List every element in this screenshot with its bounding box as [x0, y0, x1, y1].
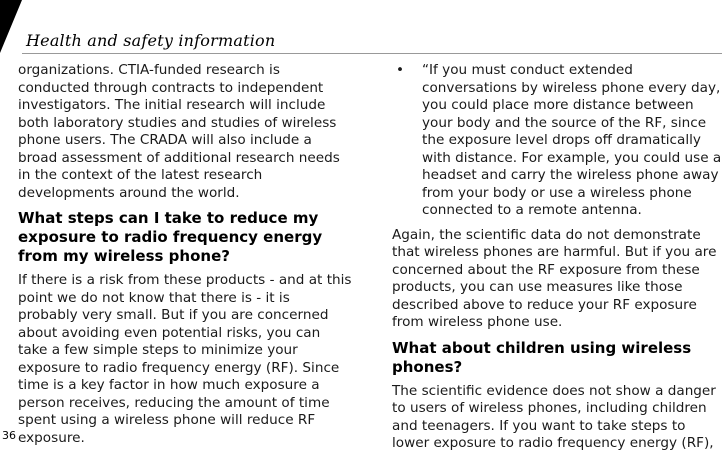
header-divider [22, 53, 722, 54]
left-column [18, 62, 353, 454]
page-number: 36 [2, 429, 16, 442]
heading-children: What about children using wireless phones? [392, 338, 692, 376]
paragraph-scientific-data: Again, the scientific data do not demonstrate that wireless phones are harmful. But if you are concerned about the RF exposure from these products, you can use measures like those described above to reduce your RF exposure from wireless phone use. [392, 226, 717, 330]
heading-reduce-exposure: What steps can I take to reduce my exposure to radio frequency energy from my wireless phone? [18, 209, 323, 265]
right-column [392, 62, 722, 460]
paragraph-crada-research: organizations. CTIA-funded research is conducted through contracts to independent investigators. The initial research will include both laboratory studies and studies of wireless phone users. The CRADA will also include a broad assessment of additional research needs in the context of the latest research developments around the world. [18, 62, 340, 201]
paragraph-children-evidence: The scientific evidence does not show a danger to users of wireless phones, including children and teenagers. If you want to take steps to lower exposure to radio frequency energy (RF), [392, 382, 716, 451]
header-tab-marker [0, 0, 22, 53]
list-item [392, 62, 722, 220]
section-header-title: Health and safety information [26, 31, 276, 50]
paragraph-risk-steps: If there is a risk from these products - and at this point we do not know that there is - it is probably very small. But if you are concerned about avoiding even potential risks, you can take a few simple steps to minimize your exposure to radio frequency energy (RF). Since time is a key factor in how much exposure a person receives, reducing the amount of time spent using a wireless phone will reduce RF exposure. [18, 272, 352, 446]
bullet-icon: • [396, 62, 405, 78]
bullet-text-distance: “If you must conduct extended conversations by wireless phone every day, you could place more distance between your body and the source of the RF, since the exposure level drops off dramatically with distance. For example, you could use a headset and carry the wireless phone away from your body or use a wireless phone connected to a remote antenna. [422, 62, 722, 218]
